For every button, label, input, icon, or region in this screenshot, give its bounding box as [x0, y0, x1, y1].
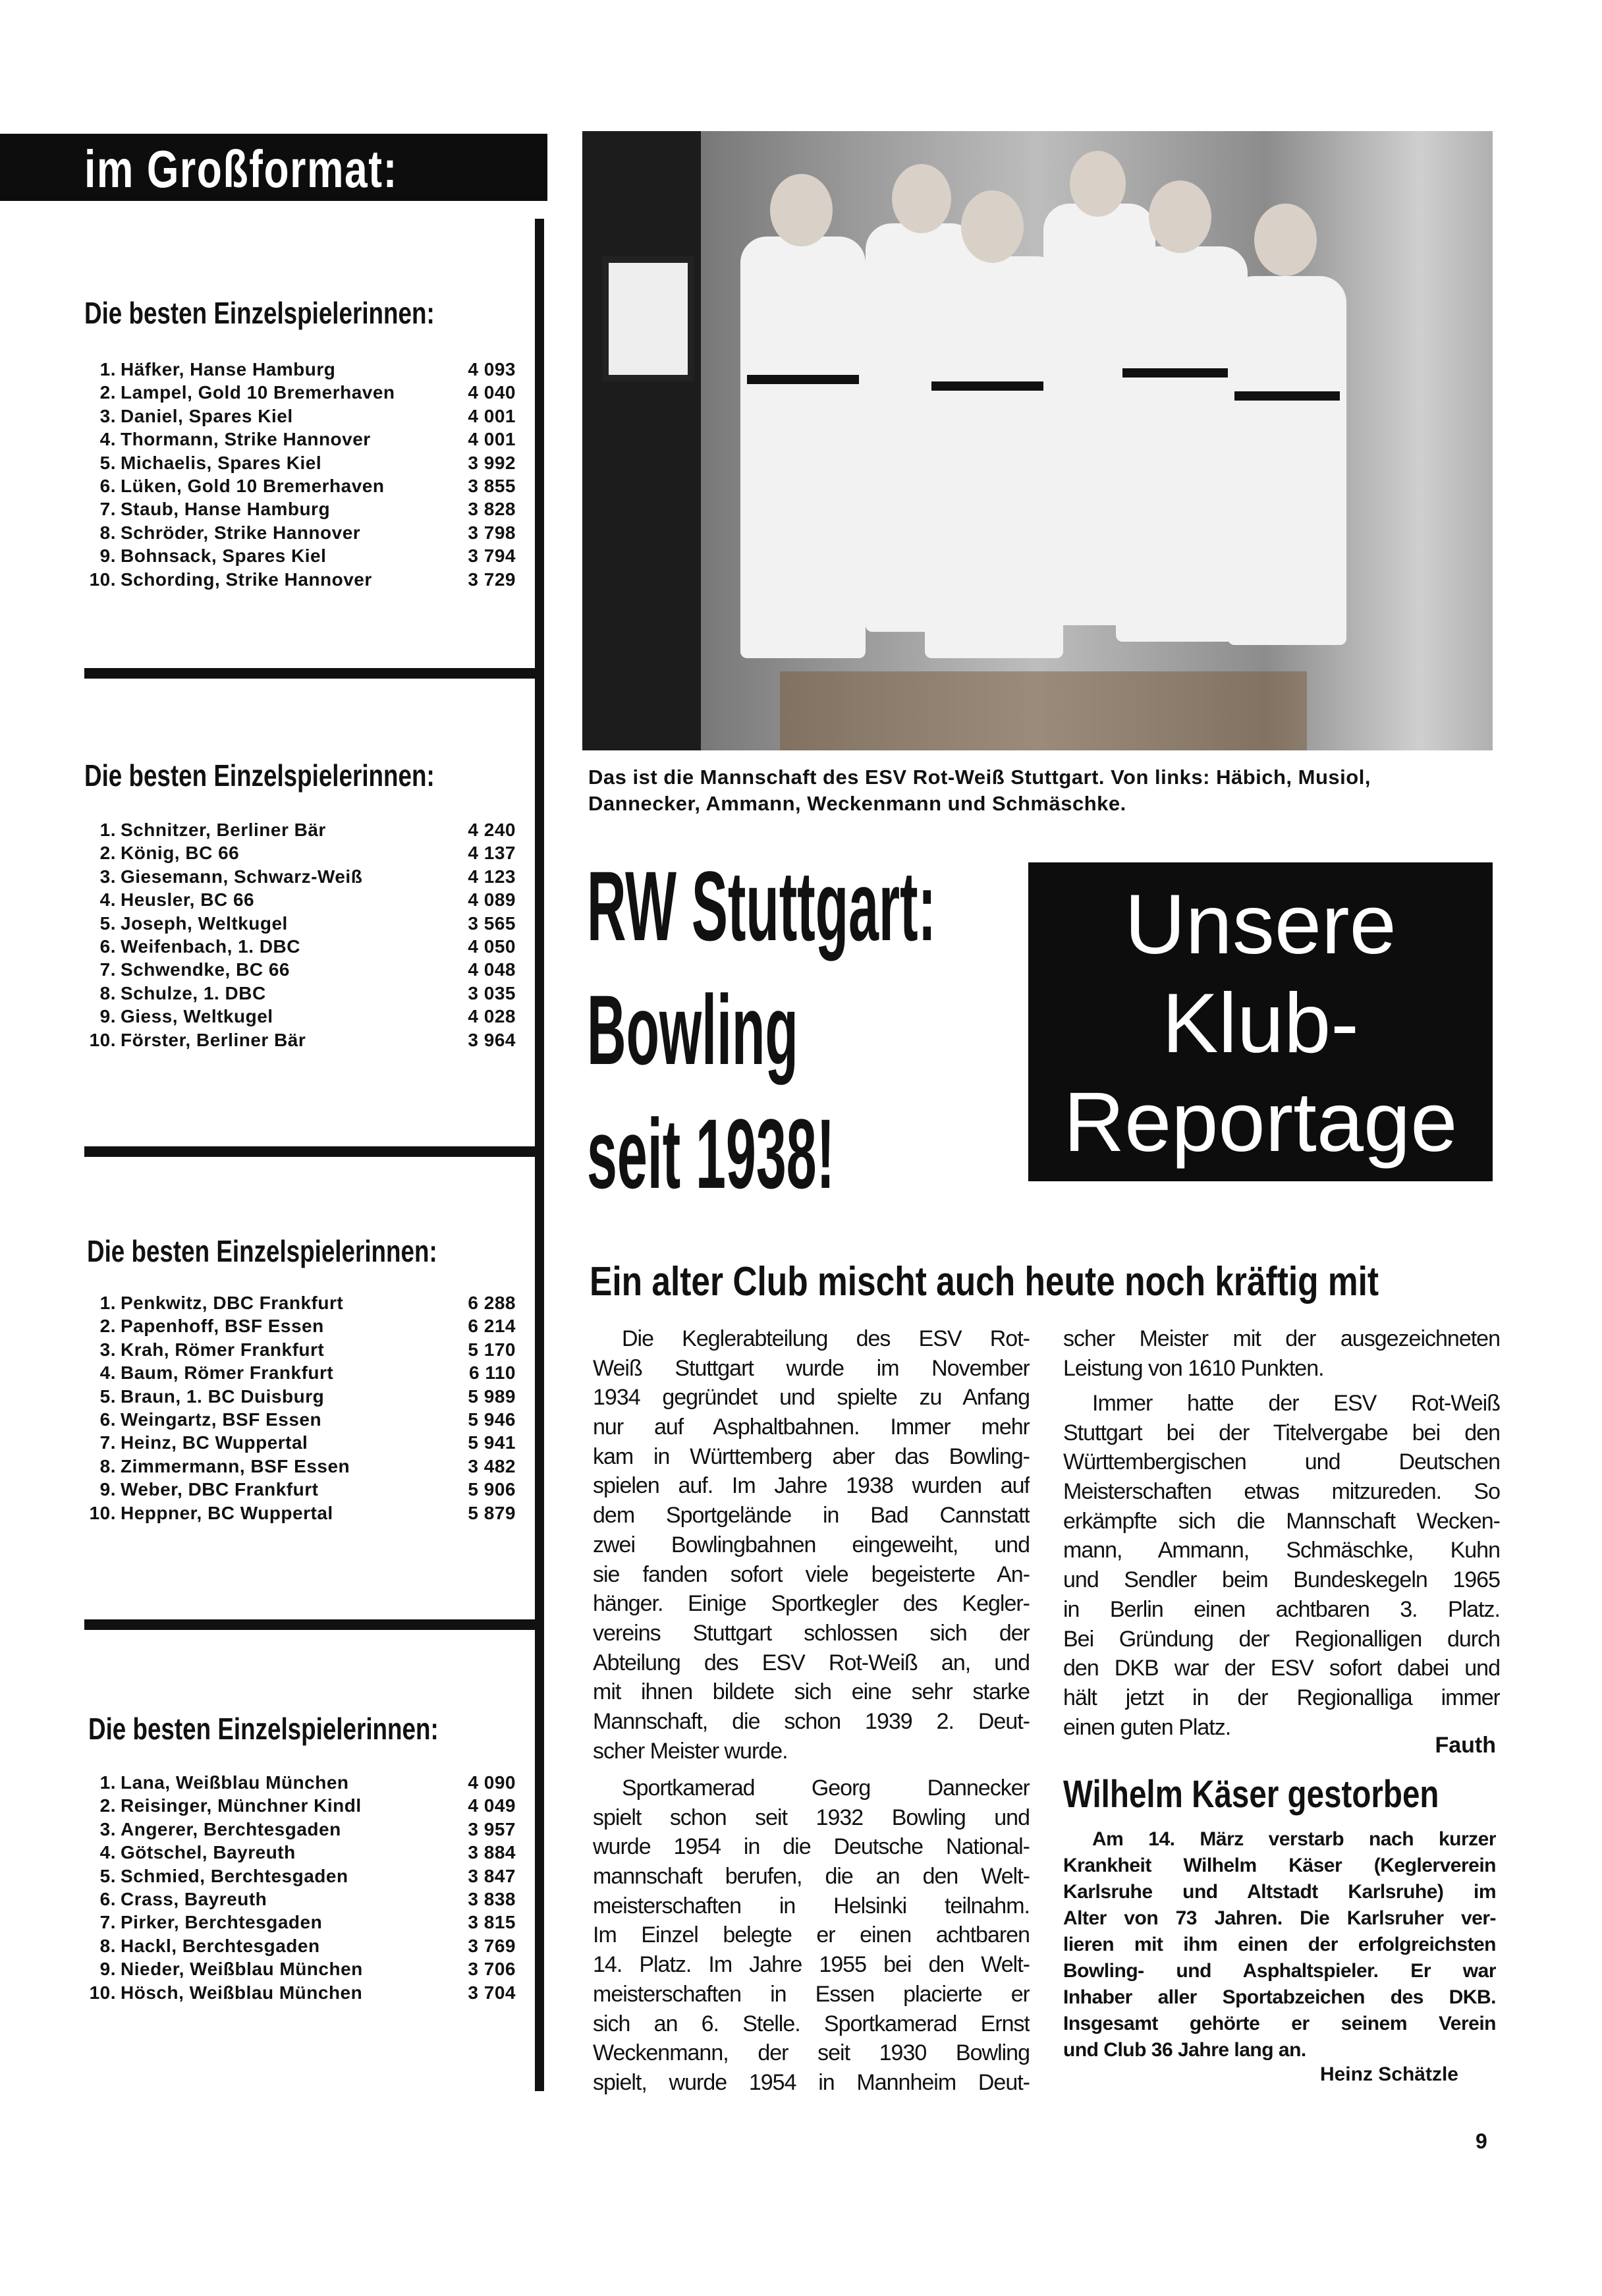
- text-line: 14. Platz. Im Jahre 1955 bei den Welt-: [593, 1952, 1030, 1978]
- text-line: einen guten Platz.: [1063, 1714, 1231, 1740]
- text-line: spielt schon seit 1932 Bowling und: [593, 1805, 1030, 1830]
- player-name: Daniel, Spares Kiel: [121, 405, 293, 426]
- rank-label: 3.: [99, 405, 116, 426]
- list-item: [84, 546, 526, 569]
- list-item: [84, 1982, 526, 2005]
- player-name: Schnitzer, Berliner Bär: [121, 820, 326, 840]
- player-name: Götschel, Bayreuth: [121, 1842, 296, 1863]
- score-value: 5 906: [468, 1479, 516, 1500]
- player-name: Lampel, Gold 10 Bremerhaven: [121, 382, 395, 403]
- score-value: 3 838: [468, 1888, 516, 1909]
- rank-label: 4.: [99, 1362, 116, 1384]
- list-item: [84, 1795, 526, 1818]
- text-line: Weiß Stuttgart wurde im November: [593, 1355, 1030, 1381]
- score-value: 5 989: [468, 1386, 516, 1407]
- text-line: Meisterschaften etwas mitzureden. So: [1063, 1479, 1500, 1505]
- score-value: 3 828: [468, 499, 516, 520]
- text-line: dem Sportgelände in Bad Cannstatt: [593, 1503, 1030, 1528]
- list-heading: Die besten Einzelspielerinnen:: [87, 1234, 437, 1268]
- text-line: kam in Württemberg aber das Bowling-: [593, 1443, 1030, 1469]
- text-line: spielt, wurde 1954 in Mannheim Deut-: [593, 2069, 1030, 2095]
- list-item: [84, 1503, 526, 1526]
- rank-label: 4.: [99, 889, 116, 910]
- list-item: [84, 1362, 526, 1386]
- text-line: mit ihnen bildete sich eine sehr starke: [593, 1679, 1030, 1705]
- list-item: [84, 522, 526, 546]
- text-line: Bei Gründung der Regionalligen durch: [1063, 1626, 1500, 1652]
- text-line: in Berlin einen achtbaren 3. Platz.: [1063, 1596, 1500, 1622]
- text-line: und Club 36 Jahre lang an.: [1063, 2039, 1306, 2061]
- player-name: Schwendke, BC 66: [121, 959, 290, 980]
- score-value: 4 240: [468, 820, 516, 840]
- ranking-list: [84, 1293, 526, 1526]
- rank-label: 7.: [99, 959, 116, 980]
- section-title-bar: [0, 134, 547, 201]
- score-value: 3 704: [468, 1982, 516, 2003]
- text-line: Weckenmann, der seit 1930 Bowling: [593, 2040, 1030, 2066]
- text-line: meisterschaften in Essen placierte er: [593, 1981, 1030, 2007]
- text-line: Bowling- und Asphaltspieler. Er war: [1063, 1960, 1496, 1982]
- text-line: hänger. Einige Sportkegler des Kegler-: [593, 1591, 1030, 1617]
- klub-box-line: Reportage: [1063, 1075, 1458, 1169]
- player-name: Häfker, Hanse Hamburg: [121, 359, 336, 379]
- player-name: Lana, Weißblau München: [121, 1772, 349, 1793]
- text-line: und Sendler beim Bundeskegeln 1965: [1063, 1567, 1500, 1593]
- score-value: 3 729: [468, 569, 516, 590]
- text-line: Karlsruhe und Altstadt Karlsruhe) im: [1063, 1881, 1496, 1903]
- rank-label: 2.: [99, 382, 116, 403]
- rank-label: 10.: [89, 569, 116, 590]
- score-value: 4 049: [468, 1795, 516, 1816]
- text-line: Insgesamt gehörte er seinem Verein: [1063, 2013, 1496, 2034]
- score-value: 3 706: [468, 1959, 516, 1980]
- rank-label: 7.: [99, 1432, 116, 1453]
- rank-label: 5.: [99, 912, 116, 934]
- text-line: lieren mit ihm einen der erfolgreichsten: [1063, 1934, 1496, 1955]
- score-value: 3 884: [468, 1842, 516, 1863]
- score-value: 3 794: [468, 546, 516, 567]
- rank-label: 5.: [99, 452, 116, 473]
- list-item: [84, 382, 526, 405]
- score-value: 3 798: [468, 522, 516, 543]
- text-line: meisterschaften in Helsinki teilnahm.: [593, 1893, 1030, 1918]
- player-name: Hackl, Berchtesgaden: [121, 1935, 320, 1956]
- list-heading: Die besten Einzelspielerinnen:: [84, 758, 435, 793]
- rank-label: 6.: [99, 475, 116, 496]
- player-name: Heusler, BC 66: [121, 889, 255, 910]
- text-line: sich an 6. Stelle. Sportkamerad Ernst: [593, 2011, 1030, 2036]
- caption-line: Das ist die Mannschaft des ESV Rot-Weiß Stuttgart. Von links: Häbich, Musiol,: [588, 766, 1371, 789]
- rank-label: 2.: [99, 843, 116, 864]
- text-line: Leistung von 1610 Punkten.: [1063, 1355, 1324, 1381]
- list-item: [84, 1936, 526, 1959]
- text-line: scher Meister mit der ausgezeichneten: [1063, 1326, 1500, 1351]
- score-value: 5 941: [468, 1432, 516, 1453]
- caption-line: Dannecker, Ammann, Weckenmann und Schmäschke.: [588, 792, 1126, 815]
- score-value: 4 001: [468, 405, 516, 426]
- list-item: [84, 1432, 526, 1455]
- text-line: mann, Ammann, Schmäschke, Kuhn: [1063, 1538, 1500, 1563]
- team-photo: [582, 131, 1493, 750]
- list-item: [84, 1866, 526, 1889]
- text-line: 1934 gegründet und spielte zu Anfang: [593, 1385, 1030, 1411]
- player-name: Baum, Römer Frankfurt: [121, 1362, 334, 1384]
- list-item: [84, 1409, 526, 1432]
- rank-label: 5.: [99, 1386, 116, 1407]
- text-line: Württembergischen und Deutschen: [1063, 1449, 1500, 1475]
- text-line: Mannschaft, die schon 1939 2. Deut-: [593, 1708, 1030, 1734]
- list-divider: [84, 668, 539, 679]
- text-line: Immer hatte der ESV Rot-Weiß: [1092, 1391, 1500, 1416]
- text-line: mannschaft berufen, die an den Welt-: [593, 1864, 1030, 1890]
- rank-label: 9.: [99, 1959, 116, 1980]
- player-name: Schmied, Berchtesgaden: [121, 1865, 348, 1886]
- rank-label: 3.: [99, 866, 116, 887]
- score-value: 4 089: [468, 889, 516, 910]
- text-line: scher Meister wurde.: [593, 1738, 788, 1764]
- klub-box-line: Unsere: [1124, 878, 1396, 972]
- text-line: zwei Bowlingbahnen eingeweiht, und: [593, 1532, 1030, 1557]
- player-name: Nieder, Weißblau München: [121, 1959, 363, 1980]
- score-value: 3 957: [468, 1818, 516, 1839]
- rank-label: 1.: [99, 1293, 116, 1313]
- article-paragraph: [1063, 1324, 1500, 1383]
- ranking-list: [84, 820, 526, 1053]
- player-name: Joseph, Weltkugel: [121, 912, 288, 934]
- list-item: [84, 1006, 526, 1029]
- list-item: [84, 936, 526, 959]
- player-name: Staub, Hanse Hamburg: [121, 499, 331, 520]
- score-value: 3 847: [468, 1865, 516, 1886]
- player-name: Förster, Berliner Bär: [121, 1029, 306, 1050]
- rank-label: 9.: [99, 546, 116, 567]
- score-value: 4 123: [468, 866, 516, 887]
- list-divider: [84, 1619, 539, 1630]
- rank-label: 9.: [99, 1006, 116, 1027]
- score-value: 4 050: [468, 936, 516, 957]
- list-item: [84, 983, 526, 1006]
- rank-label: 10.: [89, 1502, 116, 1523]
- list-item: [84, 1819, 526, 1842]
- list-item: [84, 476, 526, 499]
- text-line: Sportkamerad Georg Dannecker: [622, 1776, 1030, 1801]
- text-line: erkämpfte sich die Mannschaft Wecken-: [1063, 1508, 1500, 1534]
- headline-line: Bowling: [587, 974, 798, 1085]
- obituary-author: Heinz Schätzle: [1319, 2063, 1458, 2085]
- player-name: Angerer, Berchtesgaden: [121, 1818, 341, 1839]
- player-name: Weber, DBC Frankfurt: [121, 1479, 319, 1500]
- list-item: [84, 499, 526, 522]
- score-value: 4 001: [468, 429, 516, 450]
- article-paragraph: [593, 1774, 1030, 2098]
- score-value: 6 288: [468, 1293, 516, 1313]
- obituary-text: [1063, 1826, 1496, 2063]
- klub-reportage-box: [1028, 862, 1493, 1181]
- score-value: 4 137: [468, 843, 516, 864]
- text-line: Abteilung des ESV Rot-Weiß an, und: [593, 1650, 1030, 1675]
- score-value: 3 964: [468, 1029, 516, 1050]
- score-value: 3 482: [468, 1455, 516, 1476]
- score-value: 3 565: [468, 912, 516, 934]
- rank-label: 1.: [99, 359, 116, 379]
- score-value: 6 110: [468, 1362, 516, 1384]
- score-value: 6 214: [468, 1316, 516, 1337]
- rank-label: 6.: [99, 1888, 116, 1909]
- list-item: [84, 1030, 526, 1053]
- player-name: Giesemann, Schwarz-Weiß: [121, 866, 363, 887]
- player-name: Papenhoff, BSF Essen: [121, 1316, 324, 1337]
- rank-label: 1.: [99, 1772, 116, 1793]
- rank-label: 4.: [99, 429, 116, 450]
- list-item: [84, 1456, 526, 1479]
- player-name: König, BC 66: [121, 843, 240, 864]
- list-item: [84, 1959, 526, 1982]
- player-name: Heppner, BC Wuppertal: [121, 1502, 333, 1523]
- score-value: 4 028: [468, 1006, 516, 1027]
- player-name: Reisinger, Münchner Kindl: [121, 1795, 362, 1816]
- headline-line: seit 1938!: [587, 1098, 835, 1209]
- rank-label: 7.: [99, 499, 116, 520]
- score-value: 5 879: [468, 1502, 516, 1523]
- player-name: Lüken, Gold 10 Bremerhaven: [121, 475, 385, 496]
- player-name: Braun, 1. BC Duisburg: [121, 1386, 325, 1407]
- page-number: 9: [1476, 2129, 1487, 2153]
- article-author: Fauth: [1435, 1733, 1496, 1758]
- list-item: [84, 820, 526, 843]
- list-item: [84, 429, 526, 452]
- player-name: Weifenbach, 1. DBC: [121, 936, 300, 957]
- text-line: spielen auf. Im Jahre 1938 wurden auf: [593, 1473, 1030, 1499]
- player-name: Krah, Römer Frankfurt: [121, 1339, 325, 1360]
- rank-label: 6.: [99, 1409, 116, 1430]
- text-line: den DKB war der ESV sofort dabei und: [1063, 1656, 1500, 1681]
- player-name: Michaelis, Spares Kiel: [121, 452, 322, 473]
- rank-label: 4.: [99, 1842, 116, 1863]
- score-value: 3 035: [468, 982, 516, 1003]
- list-item: [84, 569, 526, 592]
- rank-label: 1.: [99, 820, 116, 840]
- text-line: sie fanden sofort viele begeisterte An-: [593, 1561, 1030, 1587]
- text-line: Im Einzel belegte er einen achtbaren: [593, 1922, 1030, 1948]
- text-line: Alter von 73 Jahren. Die Karlsruher ver-: [1063, 1907, 1496, 1929]
- player-name: Zimmermann, BSF Essen: [121, 1455, 350, 1476]
- list-item: [84, 1842, 526, 1865]
- article-paragraph: [1063, 1389, 1500, 1742]
- text-line: Die Keglerabteilung des ESV Rot-: [622, 1326, 1030, 1351]
- rank-label: 8.: [99, 982, 116, 1003]
- rank-label: 5.: [99, 1865, 116, 1886]
- headline-line: RW Stuttgart:: [587, 851, 937, 961]
- list-item: [84, 889, 526, 912]
- text-line: Am 14. März verstarb nach kurzer: [1092, 1828, 1496, 1850]
- player-name: Bohnsack, Spares Kiel: [121, 546, 327, 567]
- rank-label: 10.: [89, 1982, 116, 2003]
- list-item: [84, 1772, 526, 1795]
- list-item: [84, 1479, 526, 1502]
- rank-label: 2.: [99, 1795, 116, 1816]
- text-line: Inhaber aller Sportabzeichen des DKB.: [1063, 1986, 1496, 2008]
- article-paragraph: [593, 1324, 1030, 1766]
- rank-label: 8.: [99, 1935, 116, 1956]
- player-name: Thormann, Strike Hannover: [121, 429, 371, 450]
- list-item: [84, 1912, 526, 1935]
- list-heading: Die besten Einzelspielerinnen:: [84, 296, 435, 330]
- list-item: [84, 453, 526, 476]
- text-line: vereins Stuttgart schlossen sich der: [593, 1620, 1030, 1646]
- rank-label: 2.: [99, 1316, 116, 1337]
- list-item: [84, 1386, 526, 1409]
- score-value: 4 040: [468, 382, 516, 403]
- text-line: Stuttgart bei der Titelvergabe bei den: [1063, 1420, 1500, 1445]
- list-heading: Die besten Einzelspielerinnen:: [88, 1712, 439, 1746]
- player-name: Schulze, 1. DBC: [121, 982, 266, 1003]
- text-line: nur auf Asphaltbahnen. Immer mehr: [593, 1414, 1030, 1440]
- score-value: 4 048: [468, 959, 516, 980]
- list-item: [84, 1316, 526, 1339]
- player-name: Giess, Weltkugel: [121, 1006, 273, 1027]
- rank-label: 8.: [99, 1455, 116, 1476]
- rank-label: 9.: [99, 1479, 116, 1500]
- score-value: 3 992: [468, 452, 516, 473]
- list-item: [84, 1339, 526, 1362]
- rank-label: 10.: [89, 1029, 116, 1050]
- player-name: Crass, Bayreuth: [121, 1888, 267, 1909]
- score-value: 5 946: [468, 1409, 516, 1430]
- score-value: 3 815: [468, 1912, 516, 1933]
- player-name: Hösch, Weißblau München: [121, 1982, 363, 2003]
- score-value: 3 769: [468, 1935, 516, 1956]
- rank-label: 6.: [99, 936, 116, 957]
- article-subheadline: Ein alter Club mischt auch heute noch kräftig mit: [590, 1259, 1379, 1304]
- text-line: Krankheit Wilhelm Käser (Keglerverein: [1063, 1855, 1496, 1876]
- obituary-heading: Wilhelm Käser gestorben: [1063, 1773, 1439, 1816]
- player-name: Pirker, Berchtesgaden: [121, 1912, 323, 1933]
- list-divider: [84, 1146, 539, 1157]
- player-name: Schröder, Strike Hannover: [121, 522, 361, 543]
- player-name: Weingartz, BSF Essen: [121, 1409, 322, 1430]
- score-value: 4 090: [468, 1772, 516, 1793]
- list-item: [84, 1889, 526, 1912]
- rank-label: 8.: [99, 522, 116, 543]
- player-name: Penkwitz, DBC Frankfurt: [121, 1293, 344, 1313]
- list-item: [84, 406, 526, 429]
- list-item: [84, 959, 526, 982]
- section-title: im Großformat:: [84, 140, 398, 198]
- text-line: hält jetzt in der Regionalliga immer: [1063, 1685, 1500, 1710]
- list-item: [84, 1293, 526, 1316]
- rank-label: 3.: [99, 1339, 116, 1360]
- list-item: [84, 843, 526, 866]
- rank-label: 3.: [99, 1818, 116, 1839]
- list-item: [84, 866, 526, 889]
- klub-box-line: Klub-: [1162, 976, 1359, 1071]
- list-item: [84, 359, 526, 382]
- photo-caption: [588, 764, 1497, 817]
- player-name: Heinz, BC Wuppertal: [121, 1432, 308, 1453]
- player-name: Schording, Strike Hannover: [121, 569, 372, 590]
- list-item: [84, 913, 526, 936]
- score-value: 5 170: [468, 1339, 516, 1360]
- rank-label: 7.: [99, 1912, 116, 1933]
- text-line: wurde 1954 in die Deutsche National-: [593, 1834, 1030, 1860]
- ranking-list: [84, 1772, 526, 2005]
- score-value: 3 855: [468, 475, 516, 496]
- score-value: 4 093: [468, 359, 516, 379]
- ranking-list: [84, 359, 526, 592]
